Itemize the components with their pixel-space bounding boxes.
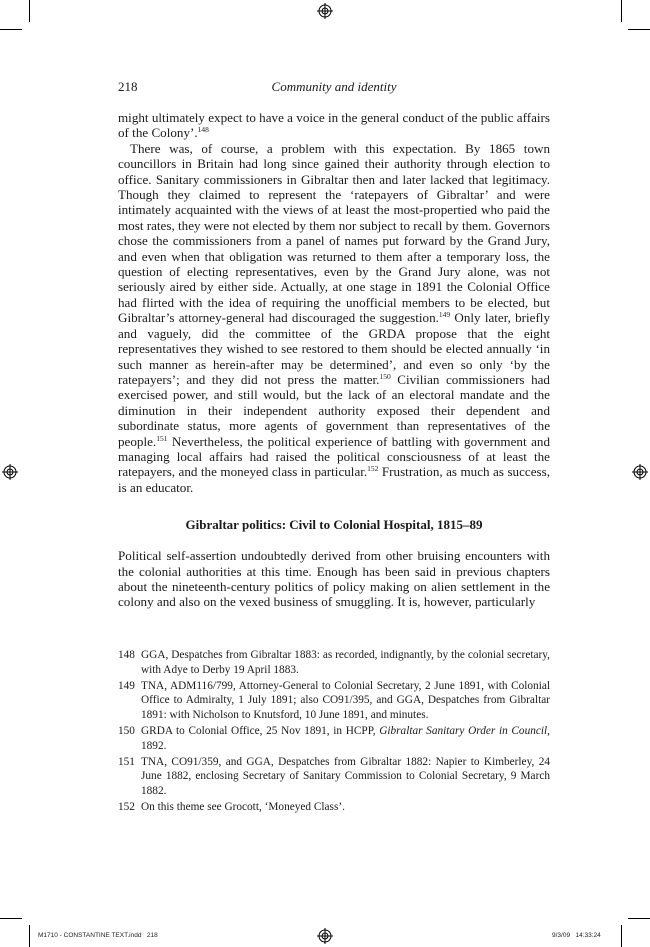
- footnotes: [118, 648, 550, 816]
- footnote: [118, 800, 550, 815]
- footnote-number: 150: [118, 724, 135, 737]
- registration-mark-icon: [632, 464, 648, 480]
- footnote-number: 151: [118, 755, 135, 768]
- footnote-number: 148: [118, 649, 135, 661]
- footnote-text: TNA, ADM116/799, Attorney-General to Colonial Secretary, 2 June 1891, with Colonial Office to Admiralty, 1 July 1891; also CO91/395, and GGA, Despatches from Gibraltar 1891: with Nicholson to Knutsford, 10 June 1891, and minutes.: [141, 679, 550, 722]
- running-header: [118, 79, 550, 95]
- paragraph: [118, 110, 550, 141]
- footnote-ref[interactable]: 149: [438, 310, 451, 320]
- paragraph-text: Frustration, as much as success, is an educator.: [118, 464, 550, 495]
- crop-mark: [621, 925, 622, 947]
- paragraph: [118, 141, 550, 495]
- footnote-text: On this theme see Grocott, ‘Moneyed Class’.: [141, 800, 345, 813]
- footnote: [118, 679, 550, 723]
- registration-mark-icon: [317, 928, 333, 944]
- paragraph-text: Civilian commissioners had exercised power, and still would, but the lack of an electoral mandate and the diminution in their independent authority exposed their dependent and subordinate status, more agents of government than representatives of the people.: [118, 371, 550, 449]
- crop-mark: [621, 0, 622, 22]
- section-heading: Gibraltar politics: Civil to Colonial Hospital, 1815–89: [185, 517, 483, 533]
- footnote-number: 149: [118, 679, 135, 692]
- body-text: [118, 110, 550, 610]
- footnote-ref[interactable]: 152: [367, 464, 379, 474]
- paragraph-text: Nevertheless, the political experience of battling with government and managing local affairs had raised the political consciousness of at least the ratepayers, and the moneyed class in particular.: [118, 433, 550, 480]
- footnote-text-part: , 1892.: [141, 724, 550, 752]
- footnote-text: [141, 724, 550, 754]
- paragraph-text: There was, of course, a problem with this expectation. By 1865 town councillors in Britain had long since gained their authority through election to office. Sanitary commissioners in Gibraltar then and later lacked that legitimacy. Though they claimed to represent the ‘ratepayers of Gibraltar’ and were intimately acquainted with the views of at least the most-propertied who paid the most rates, they were not elected by them nor subject to recall by them. Governors chose the commissioners from a panel of names put forward by the Grand Jury, and even when that obligation was returned to them after a temporary loss, the question of electing representatives, even by the Grand Jury alone, was not seriously aired by either side. Actually, at one stage in 1891 the Colonial Office had flirted with the idea of requiring the unofficial members to be elected, but Gibraltar’s attorney-general had discouraged the suggestion.: [118, 140, 550, 326]
- crop-mark: [628, 29, 650, 30]
- footnote-title: Gibraltar Sanitary Order in Council: [379, 724, 548, 737]
- footnote: [118, 724, 550, 754]
- paragraph: Political self-assertion undoubtedly derived from other bruising encounters with the colonial authorities at this time. Enough has been said in previous chapters about the nineteenth-century politics of policy making on alien settlement in the colony and also on the vexed business of smuggling. It is, however, particularly: [118, 548, 550, 610]
- footnote-ref[interactable]: 148: [197, 125, 209, 135]
- footnote-text-part: GRDA to Colonial Office, 25 Nov 1891, in HCPP,: [141, 724, 380, 737]
- page-number: 218: [118, 79, 138, 94]
- running-head-title: Community and identity: [271, 79, 397, 94]
- crop-mark: [628, 918, 650, 919]
- footnote-ref[interactable]: 150: [379, 371, 391, 381]
- paragraph-text: Only later, briefly and vaguely, did the committee of the GRDA propose that the eight representatives they wished to see restored to them should be elected annually ‘in such manner as herein-after may be determined’, and even so only ‘by the ratepayers’; and they did not press the matter.: [118, 310, 550, 387]
- slug-datetime: 9/3/09 14:33:24: [552, 932, 601, 939]
- crop-mark: [0, 29, 22, 30]
- footnote: [118, 648, 550, 678]
- footnote: [118, 755, 550, 799]
- crop-mark: [0, 918, 22, 919]
- paragraph-text: might ultimately expect to have a voice in the general conduct of the public affairs of the Colony’.: [118, 110, 550, 141]
- registration-mark-icon: [317, 3, 333, 19]
- crop-mark: [29, 0, 30, 22]
- registration-mark-icon: [2, 464, 18, 480]
- crop-mark: [29, 925, 30, 947]
- footnote-text: TNA, CO91/359, and GGA, Despatches from Gibraltar 1882: Napier to Kimberley, 24 June 1882, enclosing Secretary of Sanitary Commission to Colonial Secretary, 9 March 1882.: [141, 755, 550, 798]
- footnote-text: GGA, Despatches from Gibraltar 1883: as recorded, indignantly, by the colonial secretary, with Adye to Derby 19 April 1883.: [141, 649, 550, 676]
- slug-file: M1710 - CONSTANTINE TEXT.indd 218: [38, 932, 158, 939]
- footnote-ref[interactable]: 151: [156, 433, 168, 443]
- footnote-number: 152: [118, 800, 135, 813]
